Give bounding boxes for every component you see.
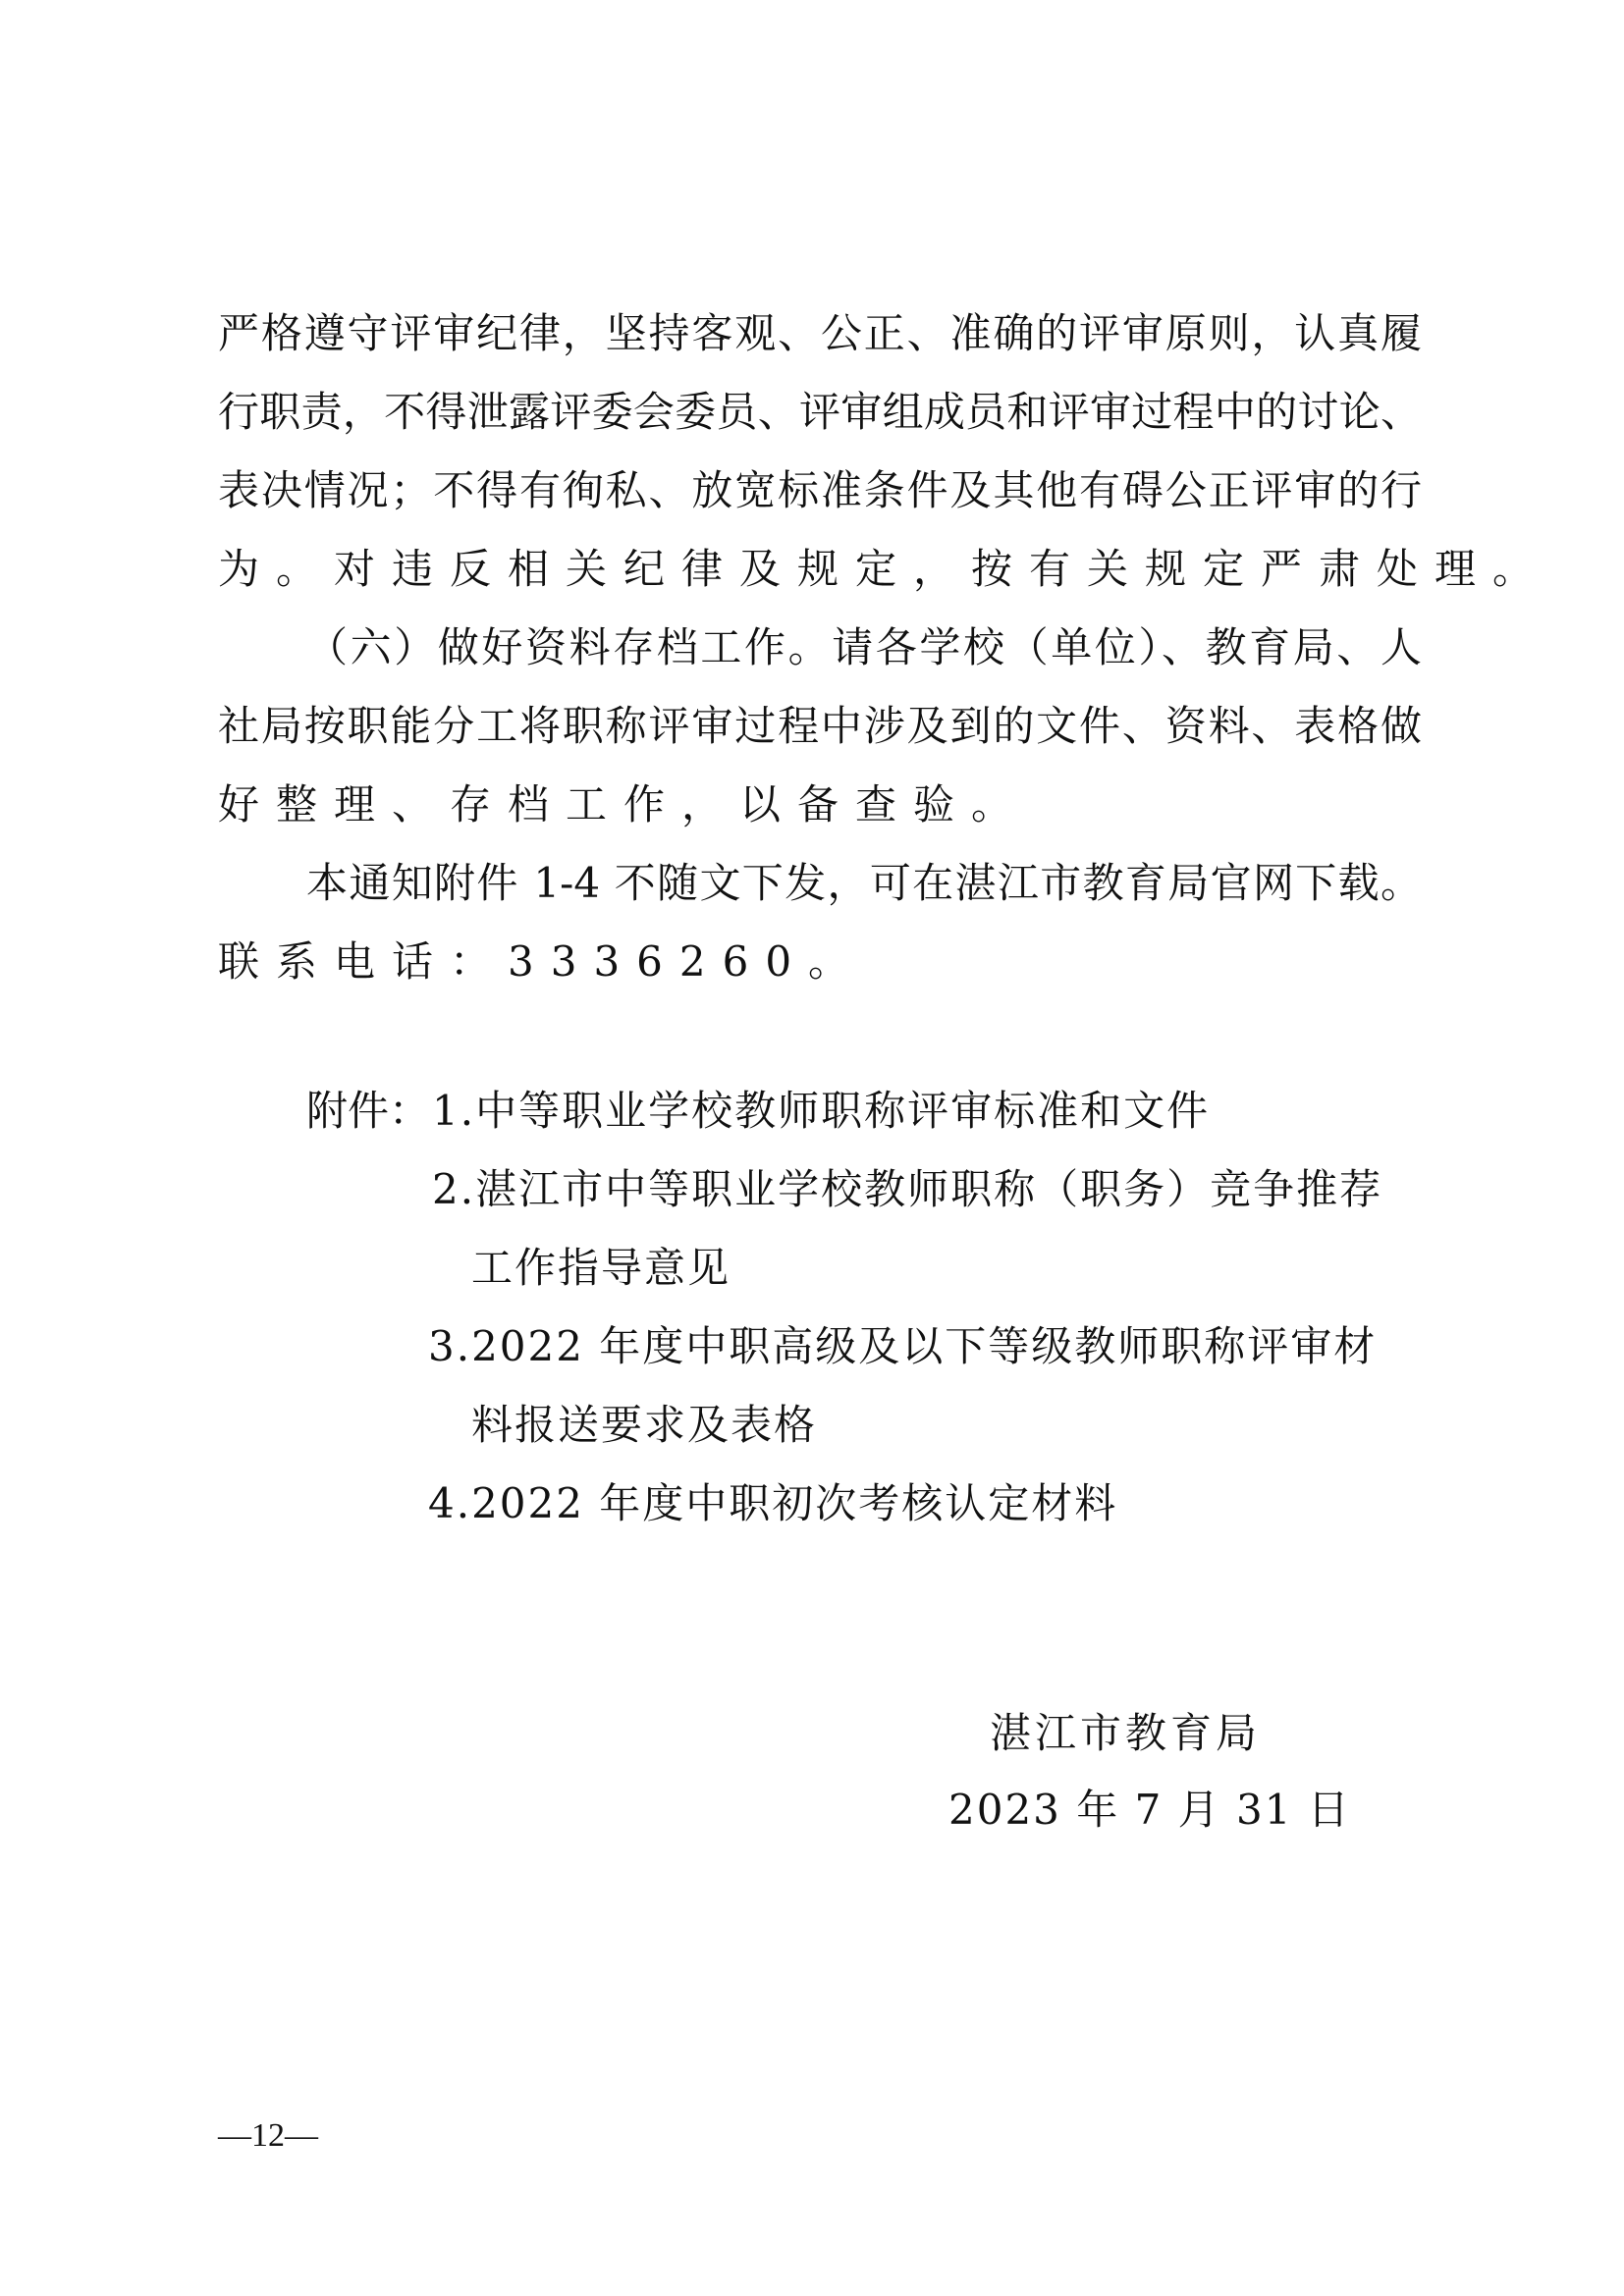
contact-phone-line: 联系电话：3336260。 [218, 937, 867, 986]
attachment-item-3-continuation: 料报送要求及表格 [471, 1401, 818, 1449]
attachment-item-3: 3.2022 年度中职高级及以下等级教师职称评审材 [428, 1322, 1378, 1370]
attachments-label: 附件： [306, 1087, 431, 1135]
body-line-2: 行职责，不得泄露评委会委员、评审组成员和评审过程中的讨论、 [218, 388, 1422, 436]
attachment-item-1: 1.中等职业学校教师职称评审标准和文件 [432, 1087, 1211, 1135]
section-six-line-2: 社局按职能分工将职称评审过程中涉及到的文件、资料、表格做 [218, 702, 1422, 750]
attachment-notice-line: 本通知附件 1-4 不随文下发，可在湛江市教育局官网下载。 [306, 859, 1422, 907]
body-line-3: 表决情况；不得有徇私、放宽标准条件及其他有碍公正评审的行 [218, 466, 1422, 514]
body-line-1: 严格遵守评审纪律，坚持客观、公正、准确的评审原则，认真履 [218, 309, 1422, 357]
section-six-line-3: 好整理、存档工作，以备查验。 [218, 780, 1030, 828]
attachment-item-4: 4.2022 年度中职初次考核认定材料 [428, 1479, 1118, 1527]
issue-date: 2023 年 7 月 31 日 [948, 1786, 1351, 1834]
attachment-item-2: 2.湛江市中等职业学校教师职称（职务）竞争推荐 [432, 1165, 1383, 1213]
body-line-4: 为。对违反相关纪律及规定，按有关规定严肃处理。 [218, 545, 1551, 593]
issuing-organization: 湛江市教育局 [990, 1709, 1262, 1757]
attachment-item-2-continuation: 工作指导意见 [471, 1244, 731, 1292]
page-number: —12— [218, 2117, 318, 2154]
section-six-line-1: （六）做好资料存档工作。请各学校（单位）、教育局、人 [306, 623, 1422, 671]
